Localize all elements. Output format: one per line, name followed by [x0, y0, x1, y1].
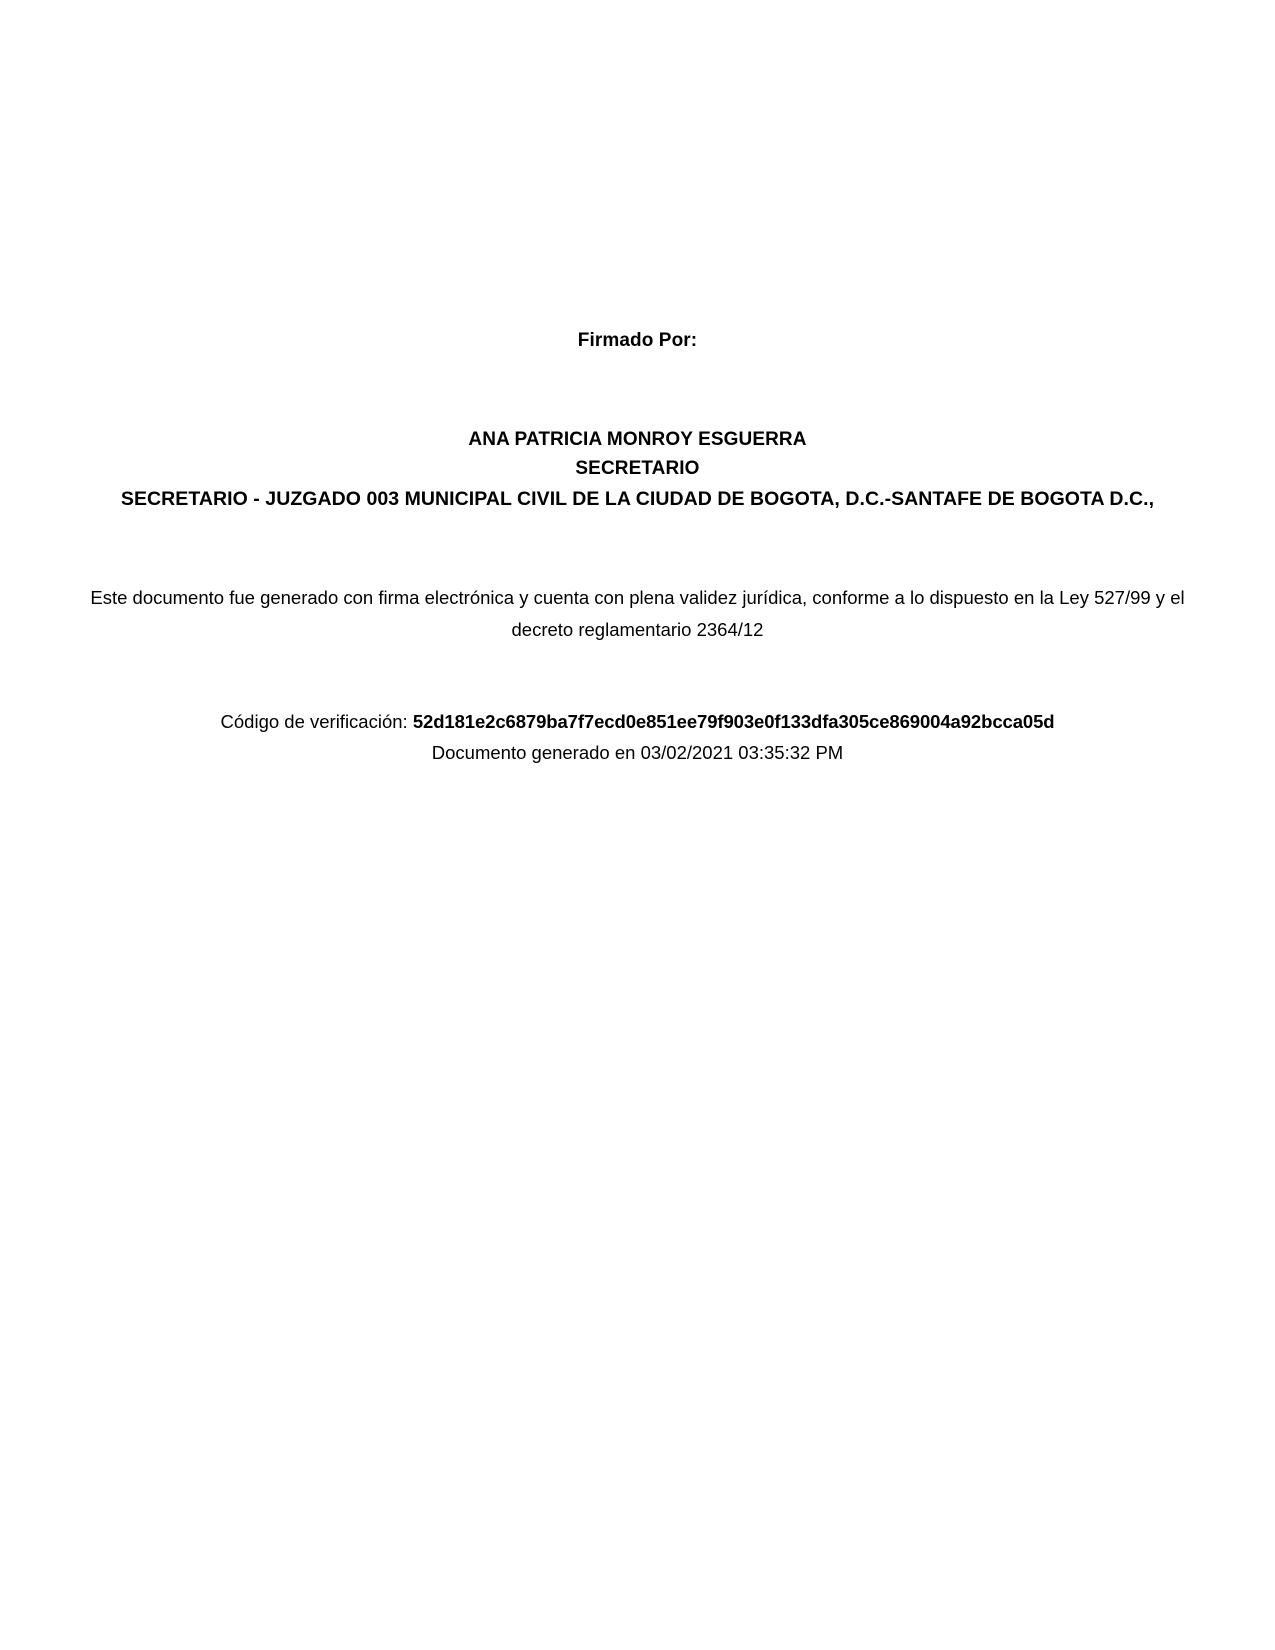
verification-code-value: 52d181e2c6879ba7f7ecd0e851ee79f903e0f133dfa305ce869004a92bcca05d [412, 710, 1055, 732]
signer-role: SECRETARIO [575, 458, 700, 480]
legal-validity-note: Este documento fue generado con firma electrónica y cuenta con plena validez jurídica, conforme a lo dispuesto en la Ley 527/99 y el decreto reglamentario 2364/12 [90, 586, 1185, 640]
verification-details [0, 706, 1275, 770]
generated-timestamp: Documento generado en 03/02/2021 03:35:32 PM [431, 742, 844, 764]
electronic-signature-block [0, 330, 1275, 769]
verification-code-label: Código de verificación: [220, 710, 413, 732]
signer-office: SECRETARIO - JUZGADO 003 MUNICIPAL CIVIL DE LA CIUDAD DE BOGOTA, D.C.-SANTAFE DE BOGOTA D.C., [120, 487, 1155, 510]
signer-name: ANA PATRICIA MONROY ESGUERRA [468, 428, 807, 450]
signed-by-label: Firmado Por: [577, 330, 698, 351]
signer-details [0, 425, 1275, 514]
verification-code-line [0, 706, 1275, 738]
